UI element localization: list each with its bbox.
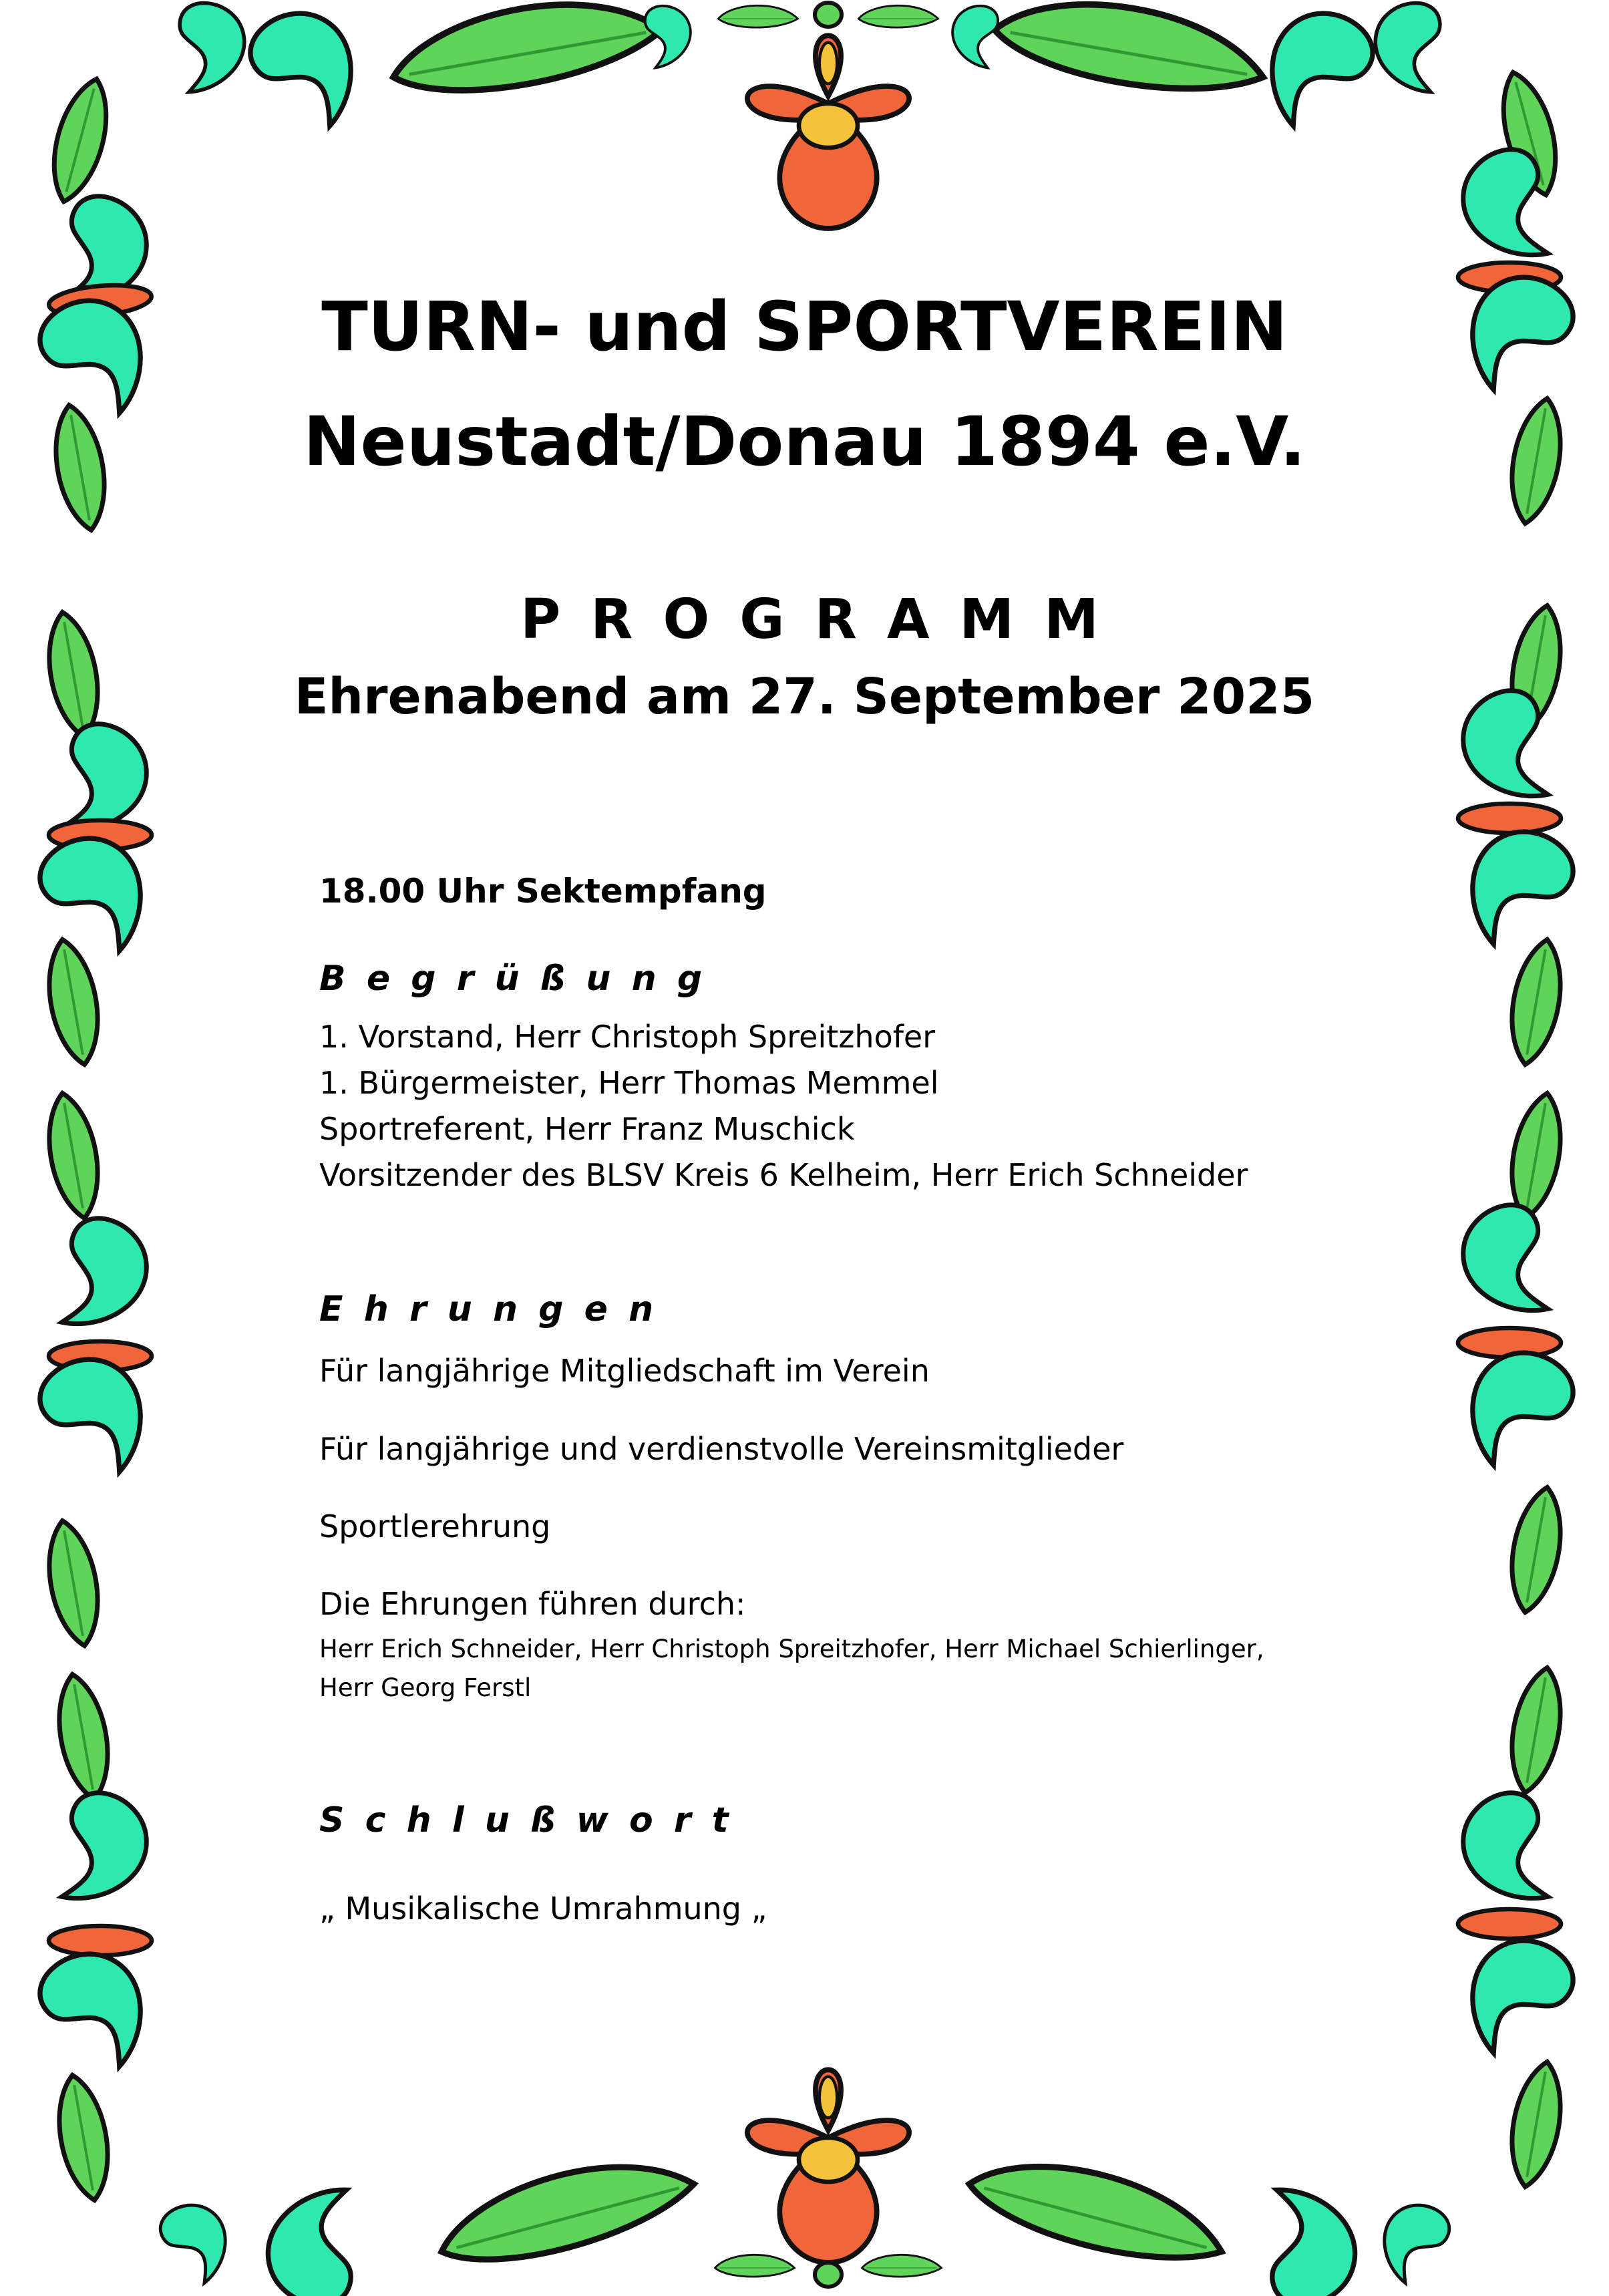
music-line: „ Musikalische Umrahmung „ [319,1891,767,1927]
event-subtitle: Ehrenabend am 27. September 2025 [294,668,1315,725]
greeting-line: 1. Bürgermeister, Herr Thomas Memmel [319,1065,939,1101]
honors-by-names: Herr Georg Ferstl [319,1673,532,1702]
honors-item: Für langjährige und verdienstvolle Vereinsmitglieder [319,1431,1124,1467]
reception-line: 18.00 Uhr Sektempfang [319,872,767,911]
greeting-line: Sportreferent, Herr Franz Muschick [319,1111,855,1147]
program-heading: PROGRAMM [520,588,1129,651]
greeting-line: Vorsitzender des BLSV Kreis 6 Kelheim, Herr Erich Schneider [319,1157,1248,1193]
club-title-line2: Neustadt/Donau 1894 e.V. [303,402,1306,482]
honors-item: Für langjährige Mitgliedschaft im Verein [319,1353,930,1389]
greeting-heading: Begrüßung [319,959,723,999]
greeting-line: 1. Vorstand, Herr Christoph Spreitzhofer [319,1019,936,1055]
honors-by-names: Herr Erich Schneider, Herr Christoph Spreitzhofer, Herr Michael Schierlinger, [319,1635,1264,1663]
closing-heading: Schlußwort [319,1800,749,1840]
honors-heading: Ehrungen [319,1289,675,1329]
club-title-line1: TURN- und SPORTVEREIN [321,287,1288,367]
honors-item: Sportlerehrung [319,1508,551,1544]
honors-by-label: Die Ehrungen führen durch: [319,1586,746,1622]
bottom-flower [747,2070,909,2263]
top-flower [747,35,909,228]
